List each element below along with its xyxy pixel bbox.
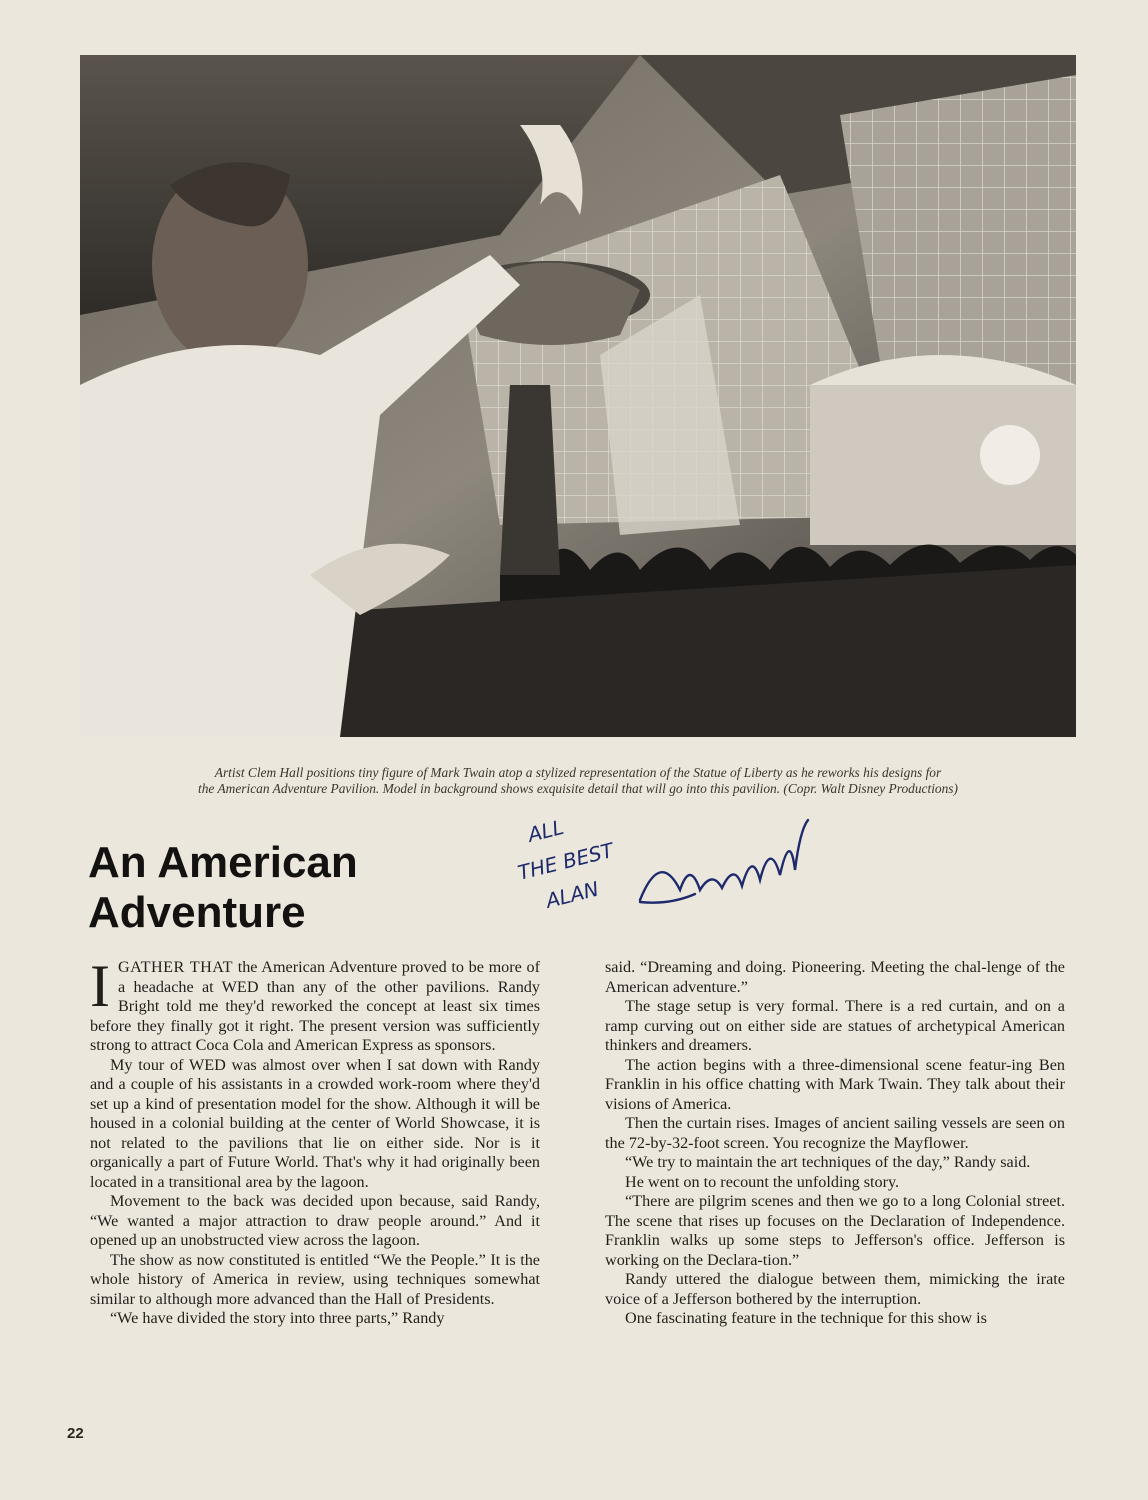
article-column-left [90, 953, 540, 1329]
paragraph: The stage setup is very formal. There is a red curtain, and on a ramp curving out on either side are statues of archetypical American thinkers and dreamers. [605, 997, 1065, 1054]
autograph-line-1: ALL [525, 814, 567, 847]
paragraph: “We try to maintain the art techniques of the day,” Randy said. [625, 1153, 1031, 1171]
headline-line-1: An American [88, 838, 358, 887]
paragraph: Randy uttered the dialogue between them, mimicking the irate voice of a Jefferson bothered by the interruption. [605, 1270, 1065, 1308]
lead-text: the American Adventure proved to be more of a headache at WED than any of the other pavilions. Randy Bright told me they'd reworked the concept at least six times before they finally got it right. The present version was sufficiently strong to attract Coca Cola and American Express as sponsors. [90, 958, 540, 1054]
article-column-right [605, 958, 1065, 1329]
headline-line-2: Adventure [88, 888, 306, 937]
page-number: 22 [67, 1425, 84, 1442]
autograph-line-2: THE BEST [515, 837, 616, 885]
paragraph: The action begins with a three-dimensional scene featur-ing Ben Franklin in his office chatting with Mark Twain. They talk about their visions of America. [605, 1055, 1065, 1113]
paragraph: Movement to the back was decided upon because, said Randy, “We wanted a major attraction to draw people around.” And it opened up an unobstructed view across the lagoon. [90, 1192, 540, 1249]
caption-line-1: Artist Clem Hall positions tiny figure of Mark Twain atop a stylized representation of the Statue of Liberty as he reworks his designs for [214, 765, 942, 780]
drop-cap: I [90, 953, 110, 1019]
article-photo [80, 55, 1076, 737]
photo-illustration [80, 55, 1076, 737]
autograph-ink [490, 790, 820, 950]
lead-caps: GATHER THAT [117, 958, 234, 976]
paragraph: The show as now constituted is entitled “We the People.” It is the whole history of America in review, using techniques somewhat similar to although more advanced than the Hall of Presidents. [90, 1250, 540, 1308]
paragraph: “We have divided the story into three parts,” Randy [110, 1309, 445, 1327]
paragraph: “There are pilgrim scenes and then we go to a long Colonial street. The scene that rises up focuses on the Declaration of Independence. Franklin walks up some steps to Jefferson's office. Jefferson is working on the Declara-tion.” [605, 1192, 1065, 1269]
article-headline [88, 838, 508, 938]
paragraph: He went on to recount the unfolding story. [625, 1172, 900, 1191]
paragraph-continued: said. “Dreaming and doing. Pioneering. Meeting the chal-lenge of the American adventure.” [605, 958, 1065, 996]
handwritten-autograph [490, 790, 820, 950]
paragraph: Then the curtain rises. Images of ancient sailing vessels are seen on the 72-by-32-foot screen. You recognize the Mayflower. [605, 1114, 1065, 1152]
autograph-line-3: ALAN [543, 876, 602, 913]
paragraph: One fascinating feature in the technique for this show is [625, 1309, 987, 1327]
lead-paragraph [90, 953, 540, 1056]
paragraph: My tour of WED was almost over when I sat down with Randy and a couple of his assistants in a crowded work-room where they'd set up a kind of presentation model for the show. Although it will be housed in a colonial building at the center of World Showcase, it is not related to the pavilions that lie on either side. Nor is it organically a part of Future World. That's why it had originally been located in a transitional area by the lagoon. [90, 1055, 540, 1191]
caption-line-2: the American Adventure Pavilion. Model in background shows exquisite detail that will go into this pavilion. (Copr. Walt Disney Productions) [198, 781, 958, 796]
